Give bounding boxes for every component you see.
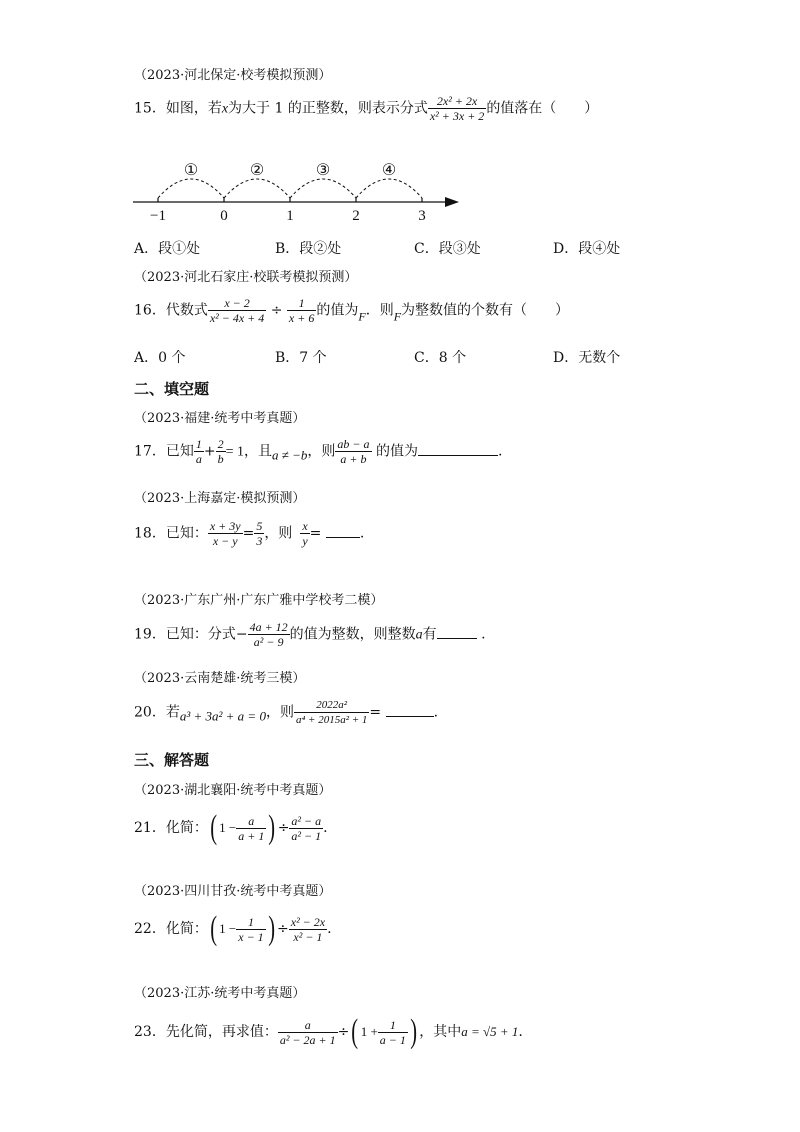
q21-f2-num: a² − a — [291, 813, 322, 828]
q15-source: （2023·河北保定·校考模拟预测） — [134, 68, 332, 83]
q19-text-mid: 的值为整数，则整数 — [289, 626, 416, 643]
q23-one-plus: 1 + — [360, 1024, 378, 1039]
segment-label: ② — [249, 162, 265, 179]
q17-f3-num: ab − a — [337, 437, 370, 451]
q15-numerator: 2x² + 2x — [428, 94, 486, 109]
q18-answer-blank[interactable] — [326, 523, 360, 538]
q16-text-mid: 的值为 — [316, 302, 359, 319]
q17-answer-blank[interactable] — [418, 441, 498, 456]
q23-right-paren: ) — [410, 1013, 417, 1050]
q23-f1-num: a — [278, 1018, 338, 1033]
q23-fraction-1 — [278, 1018, 338, 1047]
q19-minus: − — [235, 626, 248, 643]
q18-end: . — [359, 525, 365, 542]
q17-end: . — [497, 443, 503, 460]
q21-source: （2023·湖北襄阳·统考中考真题） — [134, 783, 332, 798]
q19-var: a — [415, 627, 423, 643]
q19-f-num: 4a + 12 — [249, 620, 288, 634]
q18-fraction-2 — [254, 519, 264, 548]
q18-f2-den: 3 — [256, 534, 263, 548]
q17-text-mid2: ，则 — [307, 443, 336, 460]
q17-f2-num: 2 — [217, 437, 224, 451]
q17-text: 已知 — [165, 443, 194, 460]
q23-fraction-2 — [378, 1018, 408, 1047]
q22-div: ÷ — [277, 921, 289, 937]
q16-number: 16． — [134, 302, 166, 319]
q15-option-c: C．段③处 — [414, 241, 481, 257]
q21-div: ÷ — [277, 820, 290, 836]
q22-f1-den: x − 1 — [238, 929, 264, 944]
q15-fraction — [428, 94, 486, 123]
q18-f1-num: x + 3y — [209, 519, 241, 533]
q22-f1-num: 1 — [236, 915, 265, 930]
q19-answer-blank[interactable] — [437, 624, 477, 639]
q21-f1-num: a — [236, 814, 266, 829]
q21-f2-den: a² − 1 — [291, 828, 322, 843]
q22-f2-num: x² − 2x — [290, 914, 326, 929]
segment-label: ③ — [315, 162, 331, 179]
q16-text: 代数式 — [165, 302, 208, 319]
q18-source: （2023·上海嘉定·模拟预测） — [134, 491, 306, 506]
q22-left-paren: ( — [210, 910, 217, 947]
q20-fraction — [294, 698, 369, 727]
q20-number: 20． — [134, 704, 166, 721]
q15-denominator: x² + 3x + 2 — [429, 109, 485, 123]
q22-stem — [134, 912, 332, 946]
section-fill-blank-heading: 二、填空题 — [134, 380, 210, 398]
q18-text: 已知： — [165, 525, 208, 542]
arrow-head-icon — [445, 197, 459, 207]
q16-var-f: F — [358, 309, 366, 324]
q21-f1-den: a + 1 — [238, 828, 265, 843]
q18-stem — [134, 519, 364, 548]
q22-source: （2023·四川甘孜·统考中考真题） — [134, 884, 332, 899]
q20-condition: a³ + 3a² + a = 0 — [179, 708, 266, 724]
q16-div: ÷ — [270, 302, 283, 319]
q20-f-den: a⁴ + 2015a² + 1 — [295, 714, 368, 726]
q18-f1-den: x − y — [212, 534, 238, 548]
q20-text-mid: ，则 — [265, 704, 294, 721]
q19-text: 已知：分式 — [165, 626, 236, 643]
segment-label: ④ — [381, 162, 397, 179]
q18-f3-num: x — [302, 519, 308, 533]
q23-stem — [134, 1015, 523, 1049]
q22-right-paren: ) — [267, 910, 275, 947]
q21-right-paren: ) — [268, 809, 276, 846]
tick-label: 0 — [220, 208, 228, 224]
q19-f-den: a² − 9 — [253, 635, 284, 649]
q19-number: 19． — [134, 626, 166, 643]
q15-option-d: D．段④处 — [553, 241, 621, 257]
tick-label: 1 — [286, 208, 294, 224]
q22-text: 化简： — [165, 921, 208, 937]
q22-f2-den: x² − 1 — [293, 929, 323, 944]
q23-source: （2023·江苏·统考中考真题） — [134, 986, 306, 1001]
q16-f1-num: x − 2 — [208, 296, 266, 311]
q21-fraction-2 — [289, 814, 323, 843]
q15-option-b: B．段②处 — [275, 241, 342, 257]
q17-text-after: 的值为 — [375, 443, 418, 460]
q19-end: . — [481, 626, 486, 643]
q23-number: 23． — [134, 1024, 166, 1040]
q17-fraction-2 — [216, 437, 226, 466]
q17-condition: a ≠ −b — [271, 447, 308, 463]
q22-one-minus: 1 − — [219, 921, 237, 936]
q17-text-mid: ，且 — [243, 443, 272, 460]
q16-f2-den: x + 6 — [288, 311, 315, 325]
q19-stem — [134, 620, 486, 649]
q16-option-d: D．无数个 — [553, 350, 621, 366]
q22-number: 22． — [134, 921, 166, 937]
q15-stem — [134, 94, 598, 123]
q18-fraction-3 — [300, 519, 309, 548]
q16-option-c: C．8 个 — [414, 350, 467, 366]
q16-option-a: A．0 个 — [134, 350, 186, 366]
q16-f1-den: x² − 4x + 4 — [209, 311, 265, 325]
q17-eq: = 1 — [225, 444, 244, 460]
q17-f1-den: a — [195, 452, 202, 466]
q20-end: . — [433, 704, 439, 721]
q21-stem — [134, 811, 328, 845]
segment-arc — [290, 179, 356, 198]
q15-number-line — [125, 155, 470, 227]
q20-answer-blank[interactable] — [386, 702, 434, 717]
q16-fraction-2 — [287, 296, 316, 325]
tick-label: 3 — [418, 208, 426, 224]
q21-end: . — [323, 820, 328, 836]
segment-arc — [224, 179, 290, 198]
q21-number: 21． — [134, 820, 166, 836]
q20-text: 若 — [165, 704, 180, 721]
q15-number: 15． — [134, 100, 166, 117]
q17-fraction-1 — [194, 437, 204, 466]
q23-text-mid: ，其中 — [419, 1024, 462, 1040]
q17-f1-num: 1 — [195, 437, 202, 451]
q21-one-minus: 1 − — [219, 820, 237, 835]
q17-f2-den: b — [217, 452, 224, 466]
q22-fraction-2 — [289, 915, 327, 944]
tick-label: −1 — [150, 208, 166, 224]
q23-text: 先化简，再求值： — [165, 1024, 278, 1040]
q23-f2-den: a − 1 — [379, 1032, 406, 1047]
q17-fraction-3 — [335, 437, 371, 466]
q21-left-paren: ( — [210, 809, 217, 846]
q18-f3-den: y — [302, 534, 308, 548]
q15-text: 如图，若 — [165, 100, 222, 117]
q17-f3-den: a + b — [340, 452, 367, 466]
segment-arc — [356, 179, 422, 198]
q21-text: 化简： — [165, 820, 208, 836]
q17-plus: + — [203, 443, 216, 460]
section-solve-heading: 三、解答题 — [134, 751, 210, 769]
q18-text-mid: ，则 — [264, 525, 293, 542]
q16-f2-num: 1 — [287, 296, 316, 311]
q18-number: 18． — [134, 525, 166, 542]
q20-source: （2023·云南楚雄·统考三模） — [134, 671, 306, 686]
q15-option-a: A．段①处 — [134, 241, 201, 257]
segment-label: ① — [183, 162, 199, 179]
q20-stem — [134, 698, 438, 727]
q16-fraction-1 — [208, 296, 266, 325]
q16-text-mid2: ．则 — [365, 302, 394, 319]
q16-var-f-2: F — [393, 309, 402, 324]
q23-div: ÷ — [337, 1024, 350, 1040]
q16-stem — [134, 296, 569, 325]
q15-var: x — [221, 101, 229, 117]
q23-end: . — [518, 1024, 523, 1040]
tick-label: 2 — [352, 208, 360, 224]
q23-f2-num: 1 — [378, 1018, 408, 1033]
q23-value: a = √5 + 1 — [461, 1024, 519, 1039]
segment-arc — [158, 179, 224, 198]
q20-f-num: 2022a² — [294, 698, 369, 713]
q19-text-after: 有 — [422, 626, 437, 643]
q17-stem — [134, 437, 502, 466]
q15-text-mid: 为大于 1 的正整数，则表示分式 — [228, 100, 428, 117]
q19-source: （2023·广东广州·广东广雅中学校考二模） — [134, 593, 384, 608]
q22-end: . — [327, 921, 332, 937]
q21-fraction-1 — [236, 814, 266, 843]
q15-text-after: 的值落在（ ） — [486, 100, 599, 117]
q16-option-b: B．7 个 — [275, 350, 327, 366]
q18-eq2: = — [309, 525, 322, 542]
q20-eq: = — [369, 704, 382, 721]
q16-source: （2023·河北石家庄·校联考模拟预测） — [134, 270, 358, 285]
q17-source: （2023·福建·统考中考真题） — [134, 411, 306, 426]
q18-eq: = — [242, 525, 255, 542]
q16-text-after: 为整数值的个数有（ ） — [401, 302, 570, 319]
q19-fraction — [248, 620, 290, 649]
q17-number: 17． — [134, 443, 166, 460]
q18-f2-num: 5 — [256, 519, 263, 533]
q18-fraction-1 — [208, 519, 243, 548]
q23-f1-den: a² − 2a + 1 — [279, 1032, 336, 1047]
q23-left-paren: ( — [351, 1013, 359, 1050]
q22-fraction-1 — [236, 915, 265, 944]
